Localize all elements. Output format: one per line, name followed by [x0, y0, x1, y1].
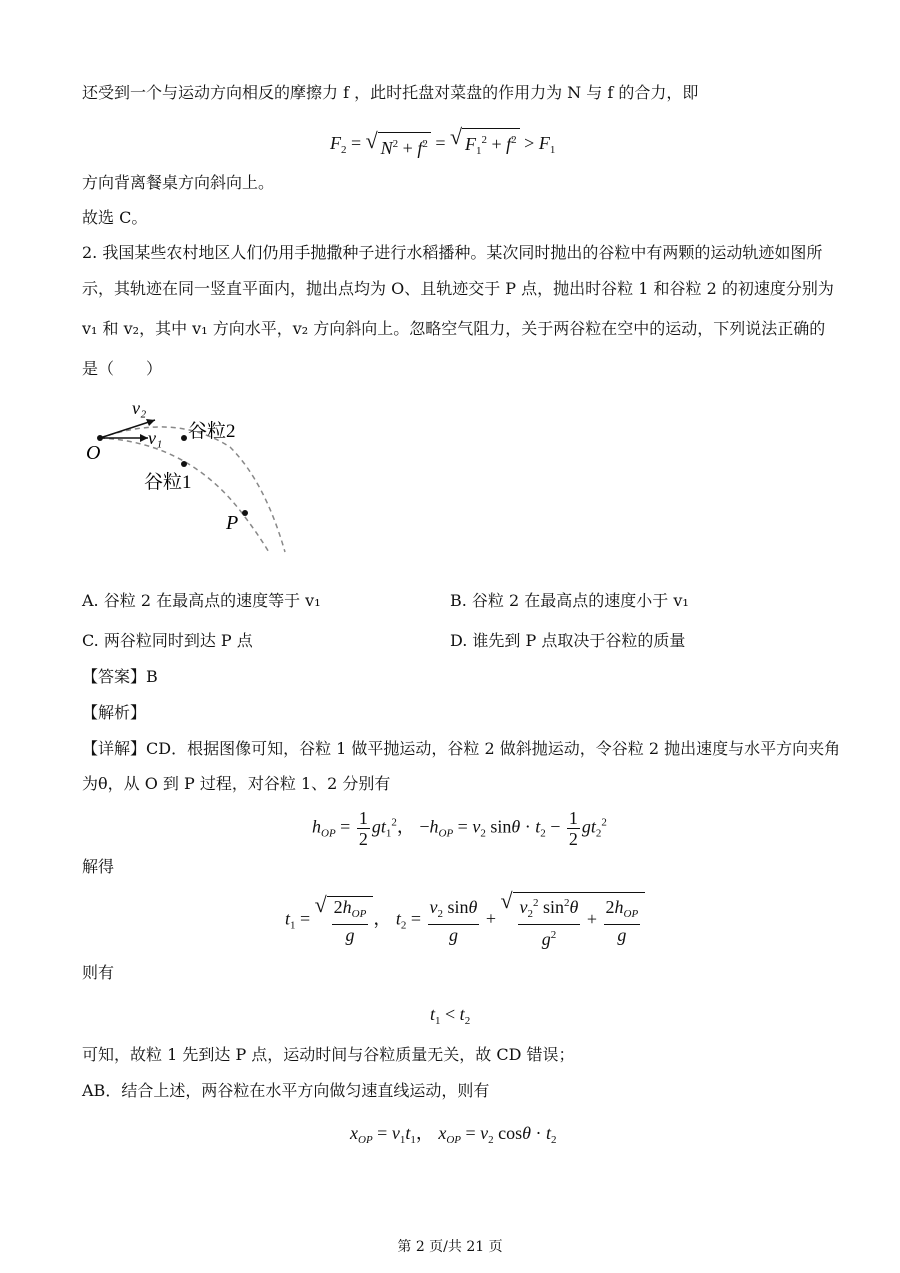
label-grain-1: 谷粒1 [144, 472, 192, 493]
option-c: C. 两谷粒同时到达 P 点 [82, 631, 253, 650]
detail-text: 【详解】CD．根据图像可知，谷粒 1 做平抛运动，谷粒 2 做斜抛运动，令谷粒 2 抛出速度与水平方向夹角 [82, 739, 841, 758]
intersection-dot [242, 510, 248, 516]
option-b: B. 谷粒 2 在最高点的速度小于 v₁ [450, 591, 689, 610]
v2-arrow [100, 420, 155, 438]
label-point: P [226, 512, 239, 534]
option-d: D. 谁先到 P 点取决于谷粒的质量 [450, 631, 686, 650]
origin-dot [97, 435, 103, 441]
label-v2: v₂ [132, 398, 147, 418]
equation-f2: $F_2$ = √ $N^2 + f^2$ = √ $F_1^2 + f^2 > F_1$ [330, 128, 555, 162]
equation-compare: $t_1 < t_2$ [430, 1004, 471, 1027]
answer-line: 【答案】B [82, 667, 158, 686]
detail-text: 为θ，从 O 到 P 过程，对谷粒 1、2 分别有 [82, 774, 391, 793]
text-line: 还受到一个与运动方向相反的摩擦力 f ，此时托盘对菜盘的作用力为 N 与 f 的合力，即 [82, 83, 699, 102]
analysis-heading: 【解析】 [82, 703, 147, 722]
trajectory-figure [80, 392, 300, 567]
label-grain-2: 谷粒2 [188, 421, 236, 442]
solve-label: 解得 [82, 857, 115, 876]
question-text: 是（ ） [82, 359, 163, 378]
text-line: 方向背离餐桌方向斜向上。 [82, 173, 275, 192]
question-text: 2. 我国某些农村地区人们仍用手抛撒种子进行水稻播种。某次同时抛出的谷粒中有两颗的运动轨迹如图所 [82, 243, 823, 262]
equation-horizontal: $x_{OP} = v_1t_1$， $x_{OP} = v_2$ $\cos\theta \cdot t_2$ [350, 1123, 557, 1146]
trajectory-grain-1 [100, 438, 270, 554]
question-text: 示，其轨迹在同一竖直平面内，抛出点均为 O、且轨迹交于 P 点，抛出时谷粒 1 和谷粒 2 的初速度分别为 [82, 279, 834, 298]
question-text: v₁ 和 v₂，其中 v₁ 方向水平，v₂ 方向斜向上。忽略空气阻力，关于两谷粒在空中的运动，下列说法正确的 [82, 319, 826, 338]
text-line: 故选 C。 [82, 208, 148, 227]
then-label: 则有 [82, 963, 115, 982]
conclusion-text: 可知，故粒 1 先到达 P 点，运动时间与谷粒质量无关，故 CD 错误； [82, 1045, 575, 1064]
option-a: A. 谷粒 2 在最高点的速度等于 v₁ [82, 591, 321, 610]
ab-text: AB．结合上述，两谷粒在水平方向做匀速直线运动，则有 [82, 1081, 490, 1100]
label-v1: v₁ [148, 428, 163, 448]
equation-times: $t_1$ = √ $\frac{2h_{OP}}{g}$ ， $t_2$ = $\frac{v_2 \sin\theta}{g}$ + √ $\frac{v_2^2 \sin^2\theta}{g^2}$ + $\frac{2h_{OP}}{g}$ [285, 892, 645, 949]
equation-heights: $h_{OP}$ = $\frac{1}{2}$ $gt_1^2$， $-h_{OP} = v_2$ $\sin\theta \cdot t_2$ − $\frac{1}{2}$ $gt_2^2$ [312, 808, 607, 849]
page-footer: 第 2 页/共 21 页 [397, 1239, 503, 1255]
label-origin: O [86, 442, 101, 464]
